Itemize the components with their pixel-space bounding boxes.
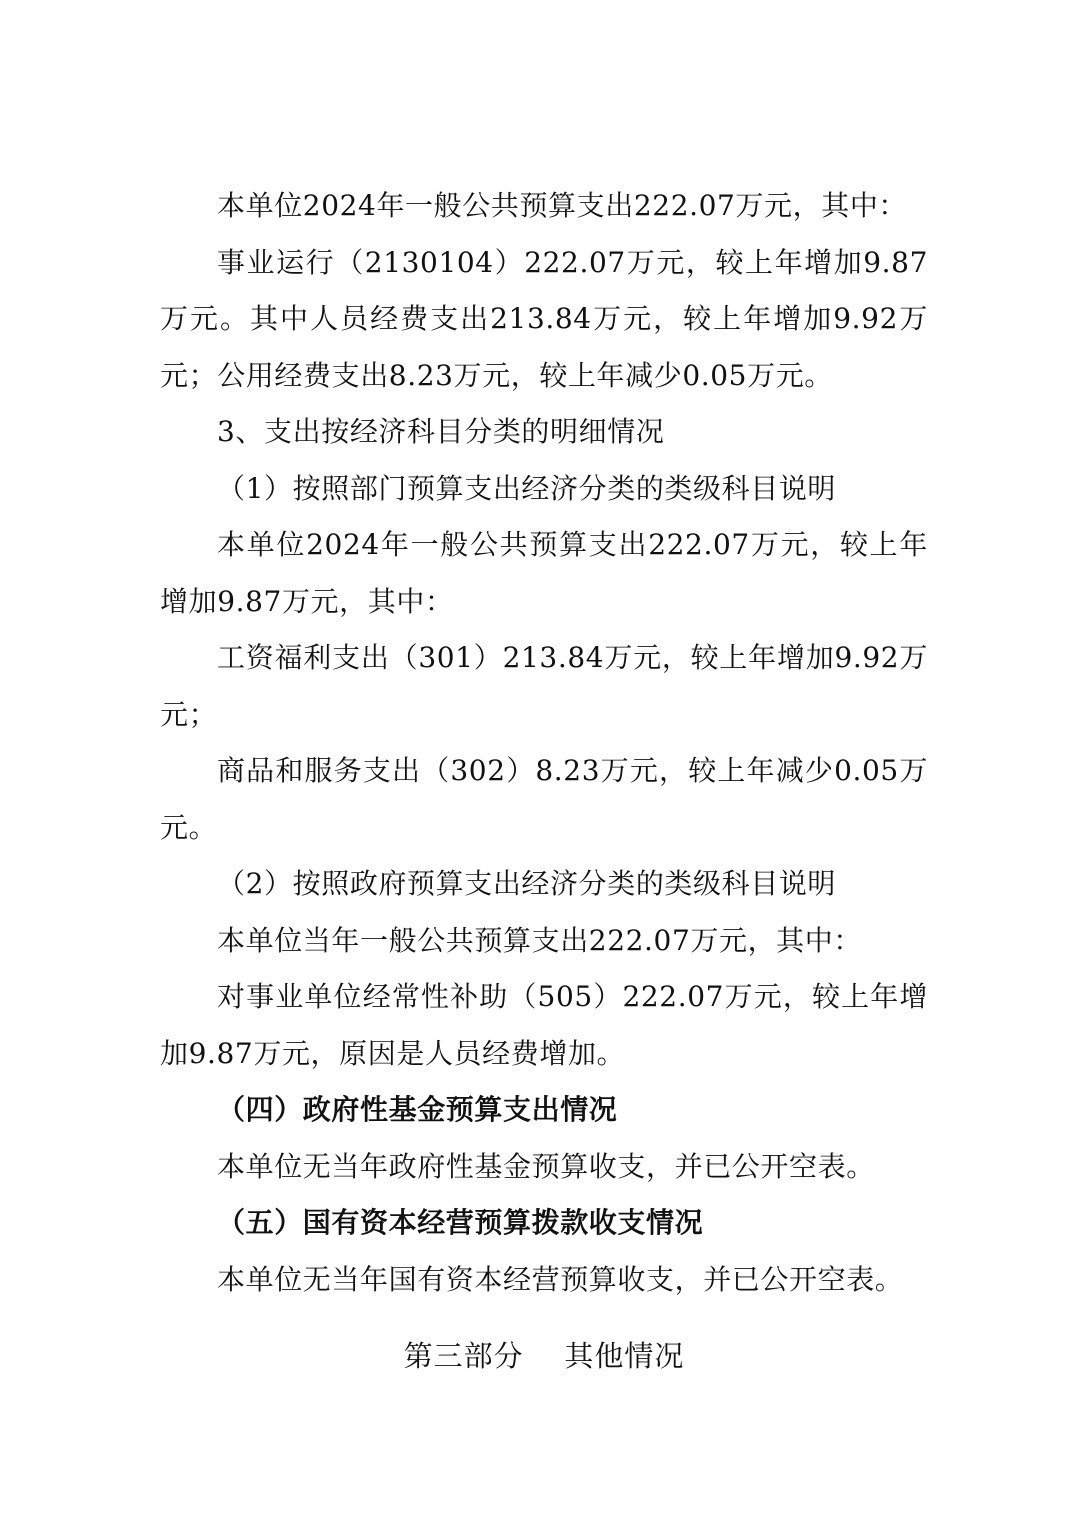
section-four-heading: （四）政府性基金预算支出情况 <box>217 1093 618 1126</box>
paragraph-goods-services: 商品和服务支出（302）8.23万元，较上年减少0.05万元。 <box>160 754 928 844</box>
paragraph-government-total: 本单位当年一般公共预算支出222.07万元，其中： <box>217 923 862 957</box>
paragraph-department-total: 本单位2024年一般公共预算支出222.07万元，较上年增加9.87万元，其中： <box>160 528 928 618</box>
section-five-heading: （五）国有资本经营预算拨款收支情况 <box>217 1206 704 1239</box>
paragraph-government-classification-title: （2）按照政府预算支出经济分类的类级科目说明 <box>217 867 837 900</box>
paragraph-salary-welfare: 工资福利支出（301）213.84万元，较上年增加9.92万元； <box>160 641 928 731</box>
paragraph-subsidy: 对事业单位经常性补助（505）222.07万元，较上年增加9.87万元，原因是人员经费增加。 <box>160 980 928 1070</box>
section-five-body: 本单位无当年国有资本经营预算收支，并已公开空表。 <box>217 1262 904 1296</box>
paragraph-economic-classification-title: 3、支出按经济科目分类的明细情况 <box>217 415 665 448</box>
document-body <box>160 178 928 1384</box>
part-three-title: 第三部分 其他情况 <box>403 1339 685 1373</box>
paragraph-total-expenditure: 本单位2024年一般公共预算支出222.07万元，其中： <box>217 189 908 222</box>
paragraph-department-classification-title: （1）按照部门预算支出经济分类的类级科目说明 <box>217 471 837 505</box>
section-four-body: 本单位无当年政府性基金预算收支，并已公开空表。 <box>217 1149 875 1183</box>
paragraph-operation-expenditure: 事业运行（2130104）222.07万元，较上年增加9.87万元。其中人员经费支出213.84万元，较上年增加9.92万元；公用经费支出8.23万元，较上年减少0.05万元。 <box>160 245 928 392</box>
